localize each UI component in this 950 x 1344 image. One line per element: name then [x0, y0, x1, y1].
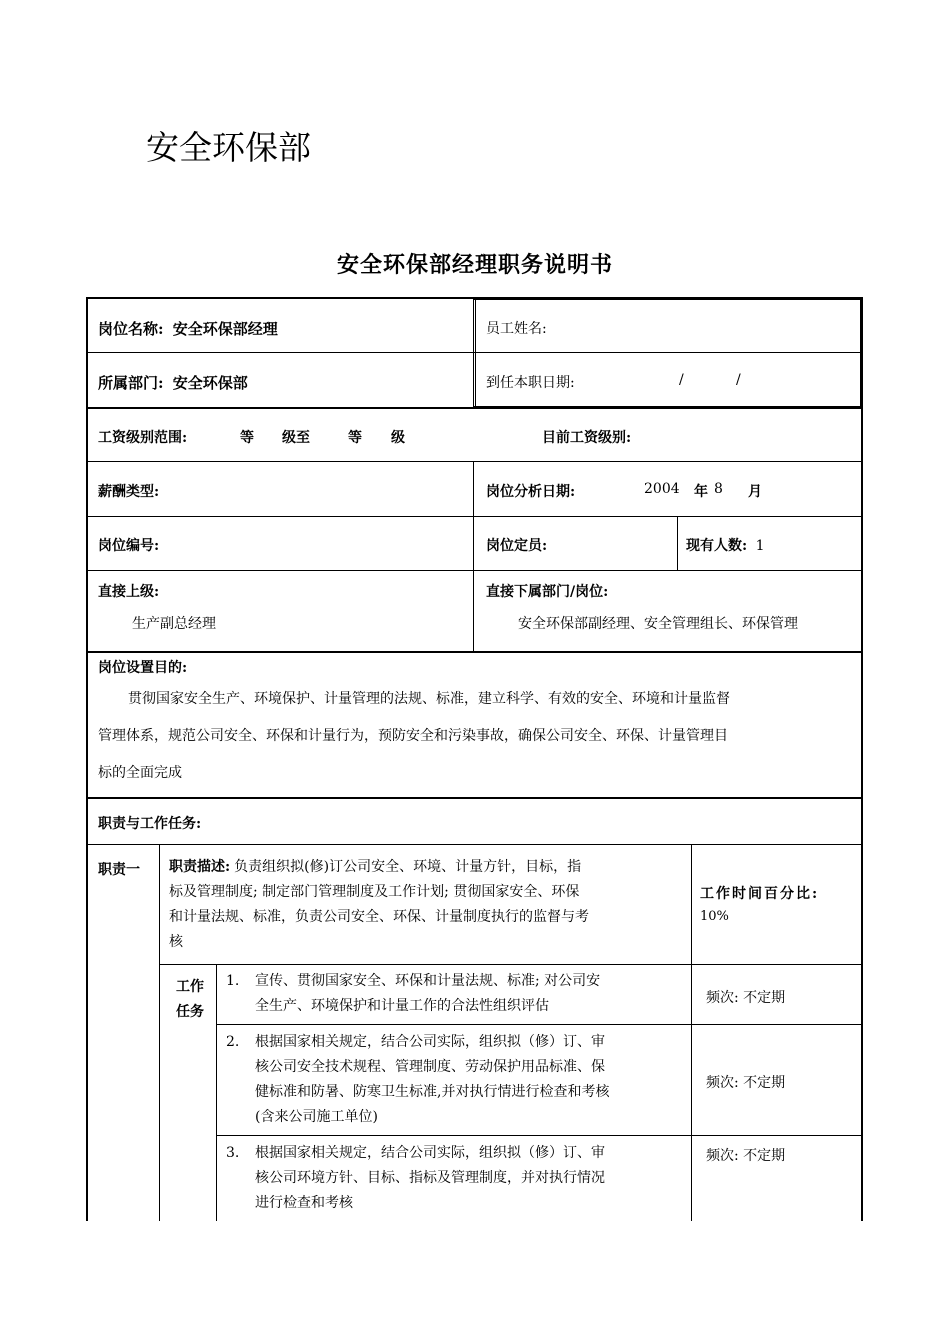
- purpose-line: 管理体系，规范公司安全、环保和计量行为，预防安全和污染事故，确保公司安全、环保、计量管理目: [98, 728, 728, 744]
- department: 所属部门: 安全环保部: [98, 374, 248, 392]
- divider: [88, 797, 861, 799]
- divider: [159, 964, 861, 965]
- work-time-percentage-value: 10%: [700, 909, 729, 924]
- salary-range-grade: 等: [348, 430, 362, 446]
- position-name: 岗位名称: 安全环保部经理: [98, 320, 278, 338]
- task-number: 1.: [226, 973, 240, 989]
- divider: [88, 570, 861, 571]
- employee-name-label: 员工姓名:: [486, 321, 547, 337]
- salary-range-grade: 等: [240, 430, 254, 446]
- salary-range-level: 级: [391, 430, 405, 446]
- analysis-month: 8: [714, 481, 723, 497]
- duties-header: 职责与工作任务:: [98, 816, 202, 832]
- divider: [88, 461, 861, 462]
- purpose-label: 岗位设置目的:: [98, 660, 188, 676]
- superior-value: 生产副总经理: [132, 616, 216, 632]
- appointment-date-separator: /: [679, 372, 684, 388]
- salary-range-level-to: 级至: [282, 430, 310, 446]
- task-text: 根据国家相关规定，结合公司实际，组织拟（修）订、审 核公司安全技术规程、管理制度、劳动保护用品标准、保 健标准和防暑、防寒卫生标准,并对执行情进行检查和考核 (含来公司施工单位): [255, 1034, 610, 1125]
- task-number: 2.: [226, 1034, 240, 1050]
- duty-description-line: 负责组织拟(修)订公司安全、环境、计量方针，目标，指: [234, 859, 582, 875]
- current-salary-label: 目前工资级别:: [542, 430, 632, 446]
- divider: [88, 516, 861, 517]
- task-frequency: 频次: 不定期: [706, 990, 786, 1006]
- duty-description-line: 标及管理制度; 制定部门管理制度及工作计划; 贯彻国家安全、环保: [169, 884, 580, 900]
- analysis-date-label: 岗位分析日期:: [486, 484, 576, 500]
- purpose-line: 贯彻国家安全生产、环境保护、计量管理的法规、标准，建立科学、有效的安全、环境和计量监督: [128, 691, 730, 707]
- divider: [88, 844, 861, 845]
- duty-label: 职责一: [98, 862, 140, 878]
- divider: [216, 1024, 861, 1025]
- document-title: 安全环保部经理职务说明书: [336, 252, 613, 278]
- task-text: 根据国家相关规定，结合公司实际，组织拟（修）订、审 核公司环境方针、目标、指标及管理制度，并对执行情况 进行检查和考核: [255, 1145, 605, 1211]
- subordinates-label: 直接下属部门/岗位:: [486, 584, 609, 600]
- position-code-label: 岗位编号:: [98, 538, 160, 554]
- appointment-date-separator: /: [736, 372, 741, 388]
- divider: [216, 964, 217, 1221]
- divider: [88, 407, 861, 409]
- headcount-label: 岗位定员:: [486, 538, 548, 554]
- duty-description-label: 职责描述:: [169, 859, 231, 875]
- divider: [473, 461, 474, 651]
- purpose-text: [98, 681, 858, 792]
- duty-description-line: 和计量法规、标准，负责公司安全、环保、计量制度执行的监督与考: [169, 909, 589, 925]
- divider: [216, 1135, 861, 1136]
- current-count: 现有人数: 1: [686, 538, 765, 554]
- subordinates-value: 安全环保部副经理、安全管理组长、环保管理: [518, 616, 798, 632]
- divider: [677, 516, 678, 570]
- divider: [159, 844, 160, 1221]
- appointment-date-label: 到任本职日期:: [486, 375, 575, 391]
- task-number: 3.: [226, 1145, 240, 1161]
- analysis-month-unit: 月: [748, 484, 762, 500]
- task-frequency: 频次: 不定期: [706, 1148, 786, 1164]
- superior-label: 直接上级:: [98, 584, 160, 600]
- divider: [88, 352, 861, 353]
- work-time-percentage-label: 工作时间百分比:: [700, 886, 820, 902]
- pay-type-label: 薪酬类型:: [98, 484, 160, 500]
- tasks-label: 工作 任务: [176, 979, 204, 1020]
- analysis-year: 2004: [644, 481, 680, 497]
- duty-description: [169, 855, 689, 955]
- department-header: 安全环保部: [146, 128, 311, 167]
- duty-description-line: 核: [169, 934, 183, 950]
- task-frequency: 频次: 不定期: [706, 1075, 786, 1091]
- job-description-table: [86, 297, 863, 1221]
- purpose-line: 标的全面完成: [98, 765, 182, 781]
- divider: [691, 844, 692, 1221]
- salary-range-label: 工资级别范围:: [98, 430, 188, 446]
- task-text: 宣传、贯彻国家安全、环保和计量法规、标准; 对公司安 全生产、环境保护和计量工作的合法性组织评估: [255, 973, 601, 1014]
- analysis-year-unit: 年: [694, 484, 708, 500]
- divider: [88, 651, 861, 653]
